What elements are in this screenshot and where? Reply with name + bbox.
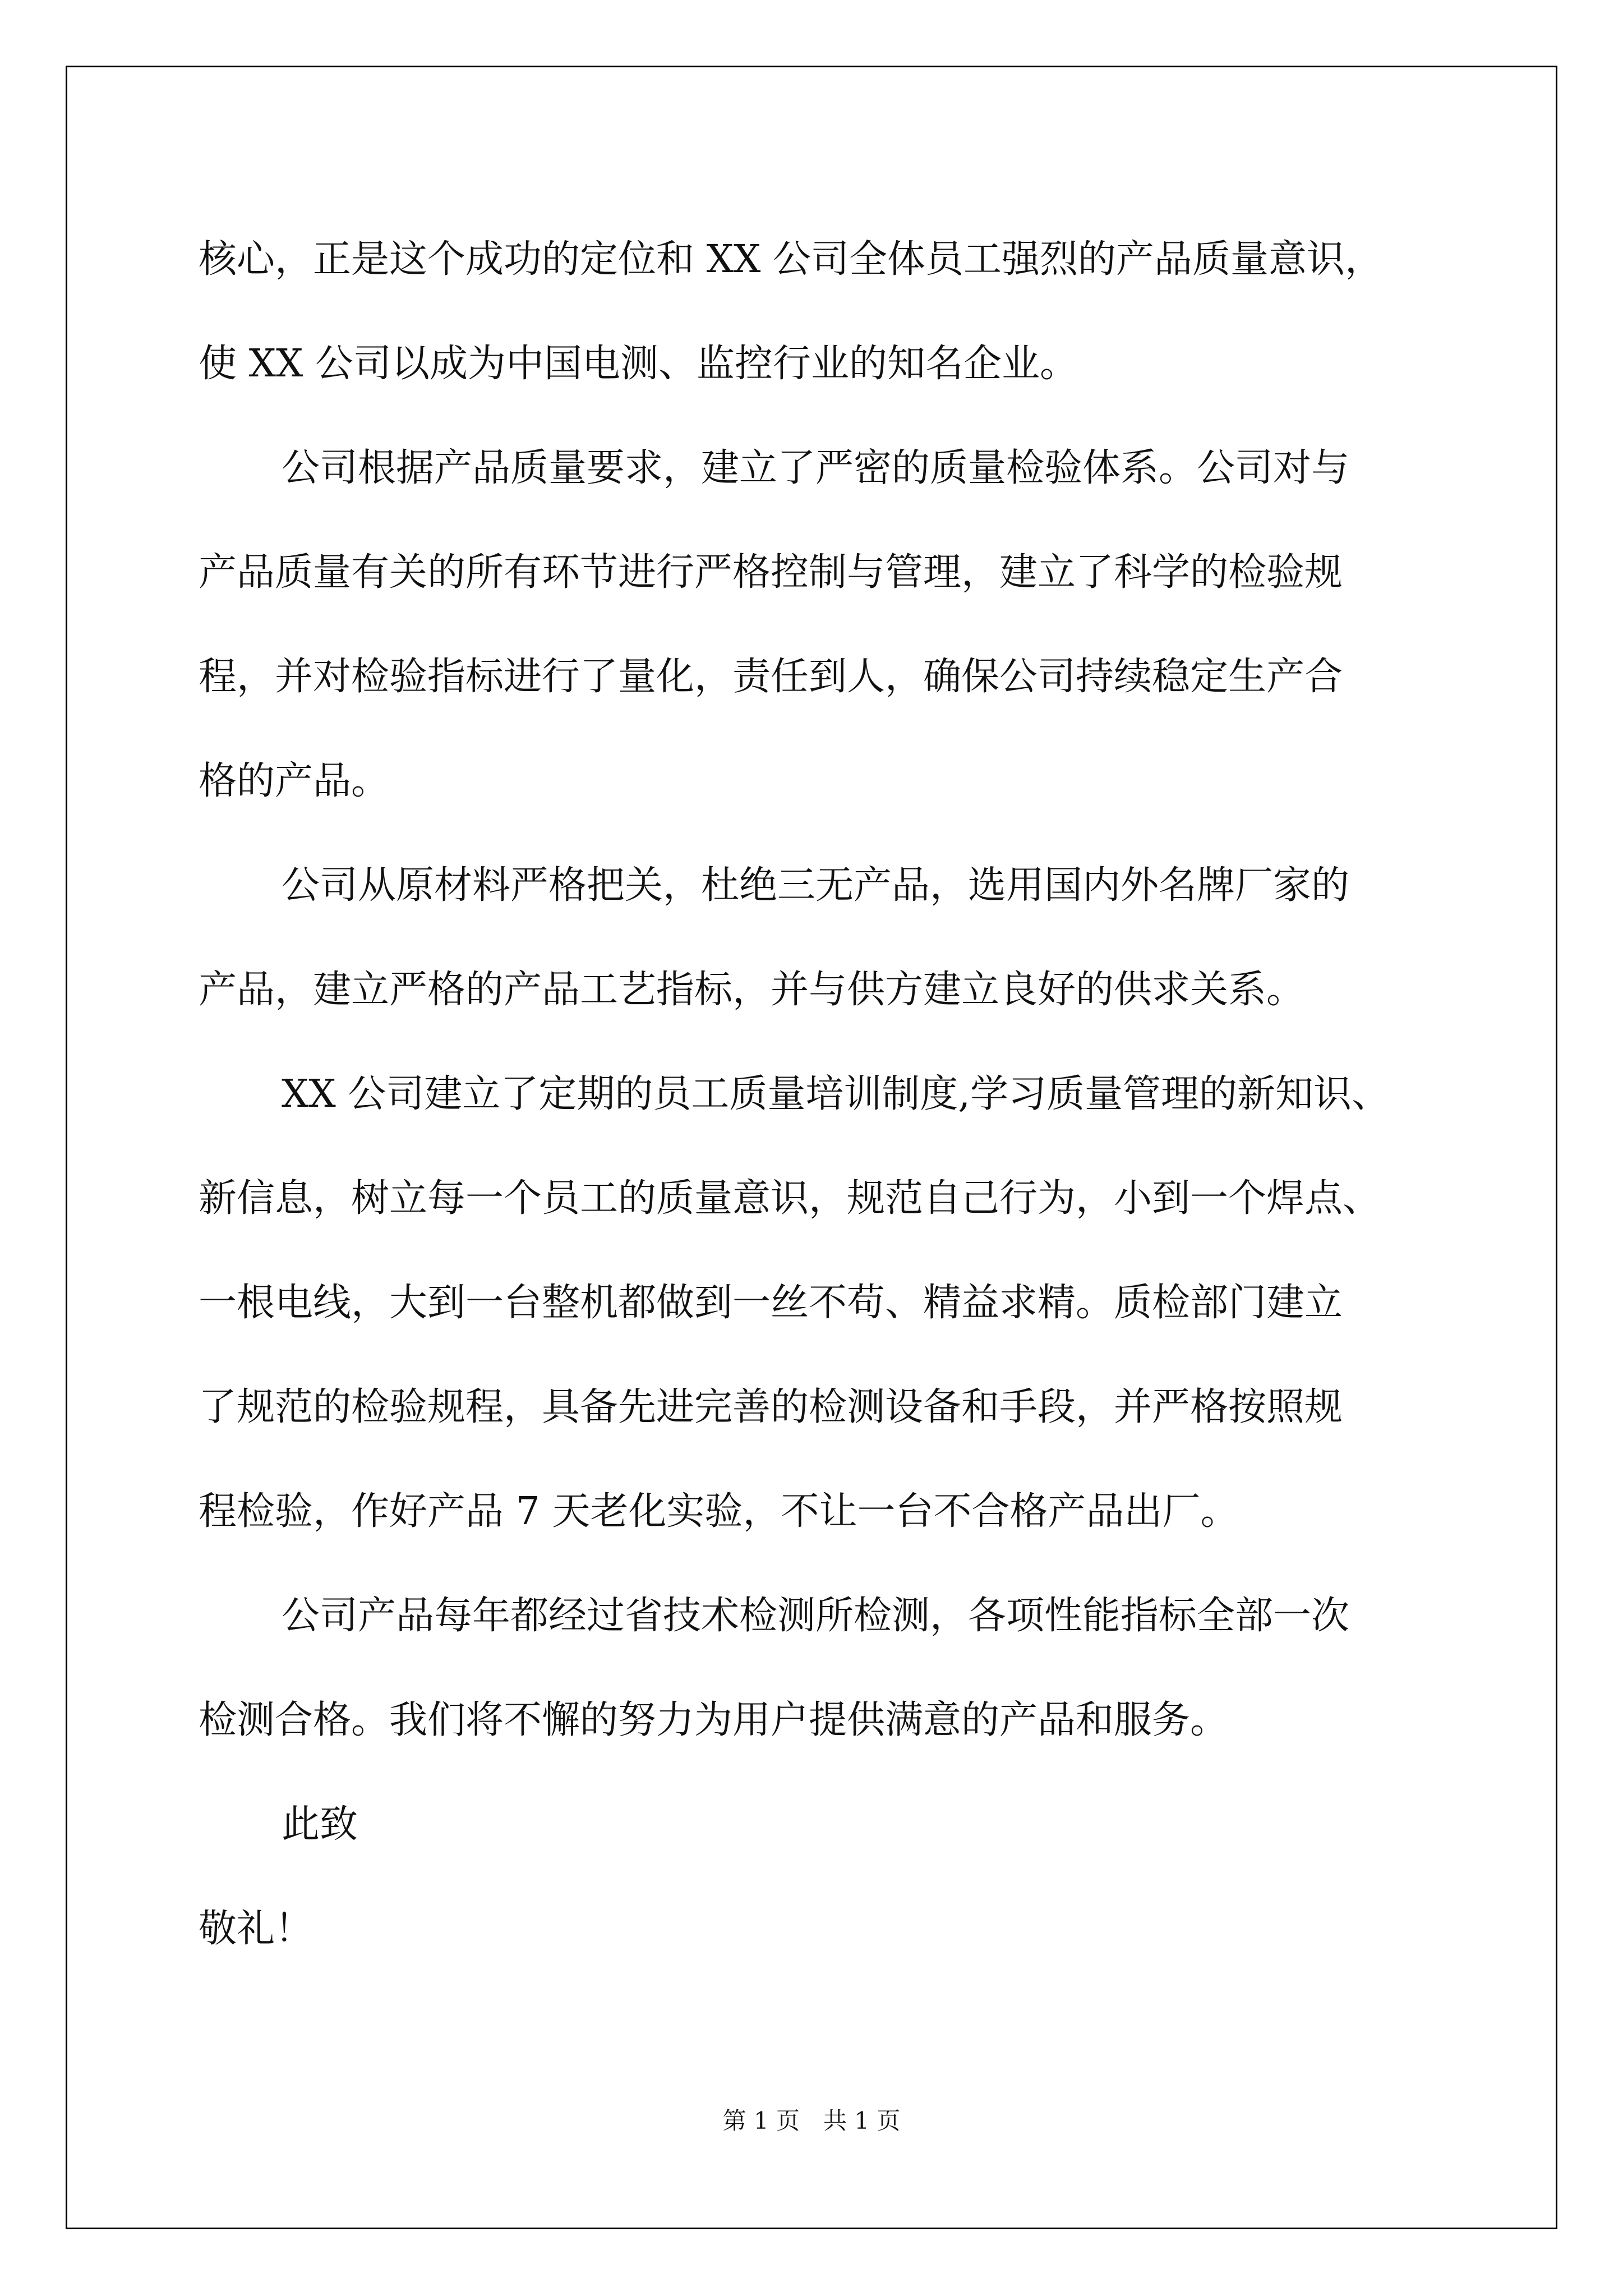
text-line: 检测合格。我们将不懈的努力为用户提供满意的产品和服务。 (199, 1698, 1229, 1742)
text-line: 程检验，作好产品 7 天老化实验，不让一台不合格产品出厂。 (199, 1489, 1239, 1534)
text-line: 公司从原材料严格把关，杜绝三无产品，选用国内外名牌厂家的 (282, 863, 1350, 908)
closing-salutation: 此致 (282, 1802, 358, 1847)
text-line: 公司根据产品质量要求，建立了严密的质量检验体系。公司对与 (282, 446, 1350, 490)
page-number: 第 1 页 共 1 页 (722, 2107, 901, 2134)
text-line: 格的产品。 (199, 759, 390, 803)
letter-body (199, 208, 1438, 1981)
text-line: 使 XX 公司以成为中国电测、监控行业的知名企业。 (199, 342, 1078, 386)
text-line: 产品，建立严格的产品工艺指标，并与供方建立良好的供求关系。 (199, 968, 1305, 1012)
text-line: 一根电线，大到一台整机都做到一丝不苟、精益求精。质检部门建立 (199, 1281, 1343, 1325)
text-line: 产品质量有关的所有环节进行严格控制与管理，建立了科学的检验规 (199, 550, 1343, 595)
text-line: 程，并对检验指标进行了量化，责任到人，确保公司持续稳定生产合 (199, 655, 1343, 699)
text-line: 了规范的检验规程，具备先进完善的检测设备和手段，并严格按照规 (199, 1385, 1343, 1429)
text-line: XX 公司建立了定期的员工质量培训制度,学习质量管理的新知识、 (282, 1072, 1390, 1116)
text-line: 新信息，树立每一个员工的质量意识，规范自己行为，小到一个焊点、 (199, 1176, 1381, 1221)
text-line: 核心，正是这个成功的定位和 XX 公司全体员工强烈的产品质量意识， (199, 237, 1384, 282)
text-line: 公司产品每年都经过省技术检测所检测，各项性能指标全部一次 (282, 1594, 1350, 1638)
closing-regards: 敬礼！ (199, 1907, 313, 1951)
